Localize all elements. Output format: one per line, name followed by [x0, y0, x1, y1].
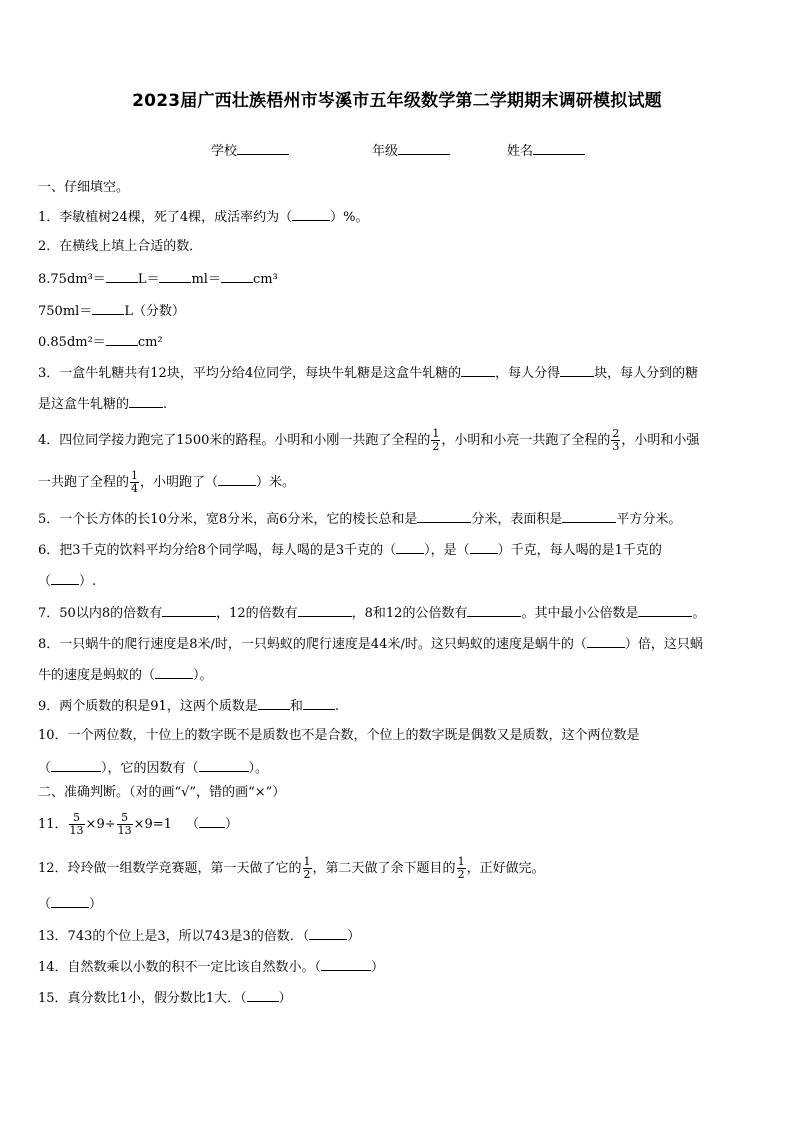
fraction: $\frac{1}{2}$	[303, 855, 311, 881]
question-3-cont: 是这盒牛轧糖的 .	[38, 394, 167, 414]
fraction: $\frac{5}{13}$	[117, 811, 132, 837]
answer-blank[interactable]	[560, 363, 594, 377]
grade-blank[interactable]	[398, 141, 450, 155]
question-2-line-2: 750ml＝ L（分数）	[38, 301, 185, 321]
question-4-cont: 一共跑了全程的 $\frac{1}{4}$ ，小明跑了（ ）米。	[38, 469, 296, 495]
question-10: 10．一个两位数，十位上的数字既不是质数也不是合数，个位上的数字既是偶数又是质数，这个两位数是	[38, 728, 640, 743]
answer-blank[interactable]	[51, 571, 79, 585]
answer-blank[interactable]	[218, 472, 256, 486]
answer-blank[interactable]	[106, 332, 138, 346]
answer-blank[interactable]	[638, 603, 692, 617]
question-2-line-1: 8.75dm³＝ L＝ ml＝ cm³	[38, 269, 278, 289]
answer-blank[interactable]	[461, 363, 495, 377]
name-label: 姓名	[507, 144, 534, 159]
question-13: 13．743的个位上是3，所以743是3的倍数．（ ）	[38, 926, 360, 946]
answer-blank[interactable]	[587, 634, 625, 648]
question-8: 8．一只蜗牛的爬行速度是8米/时，一只蚂蚁的爬行速度是44米/时。这只蚂蚁的速度是蜗牛的（ ）倍，这只蜗	[38, 634, 703, 654]
question-1: 1．李敏植树24棵，死了4棵，成活率约为（ ）%。	[38, 207, 368, 227]
answer-blank[interactable]	[162, 603, 216, 617]
school-blank[interactable]	[237, 141, 289, 155]
answer-blank[interactable]	[221, 269, 253, 283]
question-6-cont: （ ）.	[38, 571, 96, 591]
answer-blank[interactable]	[417, 509, 471, 523]
answer-blank[interactable]	[562, 509, 616, 523]
answer-blank[interactable]	[51, 894, 89, 908]
fraction: $\frac{1}{4}$	[131, 469, 139, 495]
exam-title: 2023届广西壮族梧州市岑溪市五年级数学第二学期期末调研模拟试题	[132, 91, 662, 111]
answer-blank[interactable]	[51, 758, 101, 772]
section1-heading: 一、仔细填空。	[38, 180, 130, 195]
question-7: 7．50以内8的倍数有 ，12的倍数有 ，8和12的公倍数有 。其中最小公倍数是 。	[38, 603, 706, 623]
grade-label: 年级	[372, 144, 399, 159]
answer-blank[interactable]	[321, 957, 371, 971]
answer-blank[interactable]	[470, 540, 498, 554]
question-5: 5．一个长方体的长10分米，宽8分米，高6分米，它的棱长总和是 分米，表面积是 平方分米。	[38, 509, 681, 529]
answer-blank[interactable]	[199, 758, 249, 772]
answer-blank[interactable]	[129, 394, 163, 408]
school-label: 学校	[211, 144, 238, 159]
question-12-cont: （ ）	[38, 894, 102, 914]
answer-blank[interactable]	[303, 696, 335, 710]
question-4: 4．四位同学接力跑完了1500米的路程。小明和小刚一共跑了全程的 $\frac{1}{2}$ ，小明和小亮一共跑了全程的 $\frac{2}{3}$ ，小明和小强	[38, 427, 700, 453]
question-2: 2．在横线上填上合适的数．	[38, 239, 203, 254]
question-9: 9．两个质数的积是91，这两个质数是 和 .	[38, 696, 339, 716]
question-14: 14．自然数乘以小数的积不一定比该自然数小。（ ）	[38, 957, 384, 977]
grade-field	[372, 140, 450, 159]
fraction: $\frac{1}{2}$	[432, 427, 440, 453]
answer-blank[interactable]	[92, 301, 124, 315]
answer-blank[interactable]	[155, 665, 193, 679]
answer-blank[interactable]	[199, 814, 225, 828]
question-10-cont: （ ），它的因数有（ ）。	[38, 758, 268, 778]
question-6: 6．把3千克的饮料平均分给8个同学喝，每人喝的是3千克的（ ），是（ ）千克，每人喝的是1千克的	[38, 540, 662, 560]
question-2-line-3: 0.85dm²＝ cm²	[38, 332, 163, 352]
section2-heading: 二、准确判断。（对的画“√”，错的画“×”）	[38, 785, 286, 800]
answer-blank[interactable]	[292, 207, 330, 221]
question-8-cont: 牛的速度是蚂蚁的（ ）。	[38, 665, 213, 685]
school-field	[211, 140, 289, 159]
fraction: $\frac{5}{13}$	[69, 811, 84, 837]
question-15: 15．真分数比1小，假分数比1大．（ ）	[38, 988, 292, 1008]
answer-blank[interactable]	[309, 926, 347, 940]
question-11: 11． $\frac{5}{13}$ ×9÷ $\frac{5}{13}$ ×9=1 （ ）	[38, 811, 238, 837]
answer-blank[interactable]	[106, 269, 138, 283]
answer-blank[interactable]	[396, 540, 424, 554]
answer-blank[interactable]	[258, 696, 290, 710]
question-12: 12．玲玲做一组数学竞赛题，第一天做了它的 $\frac{1}{2}$ ，第二天做了余下题目的 $\frac{1}{2}$ ，正好做完。	[38, 855, 545, 881]
fraction: $\frac{2}{3}$	[612, 427, 620, 453]
answer-blank[interactable]	[467, 603, 521, 617]
fraction: $\frac{1}{2}$	[457, 855, 465, 881]
answer-blank[interactable]	[298, 603, 352, 617]
name-blank[interactable]	[533, 141, 585, 155]
answer-blank[interactable]	[247, 988, 279, 1002]
name-field	[507, 140, 585, 159]
question-3: 3．一盒牛轧糖共有12块，平均分给4位同学，每块牛轧糖是这盒牛轧糖的 ，每人分得 块，每人分到的糖	[38, 363, 698, 383]
answer-blank[interactable]	[159, 269, 191, 283]
